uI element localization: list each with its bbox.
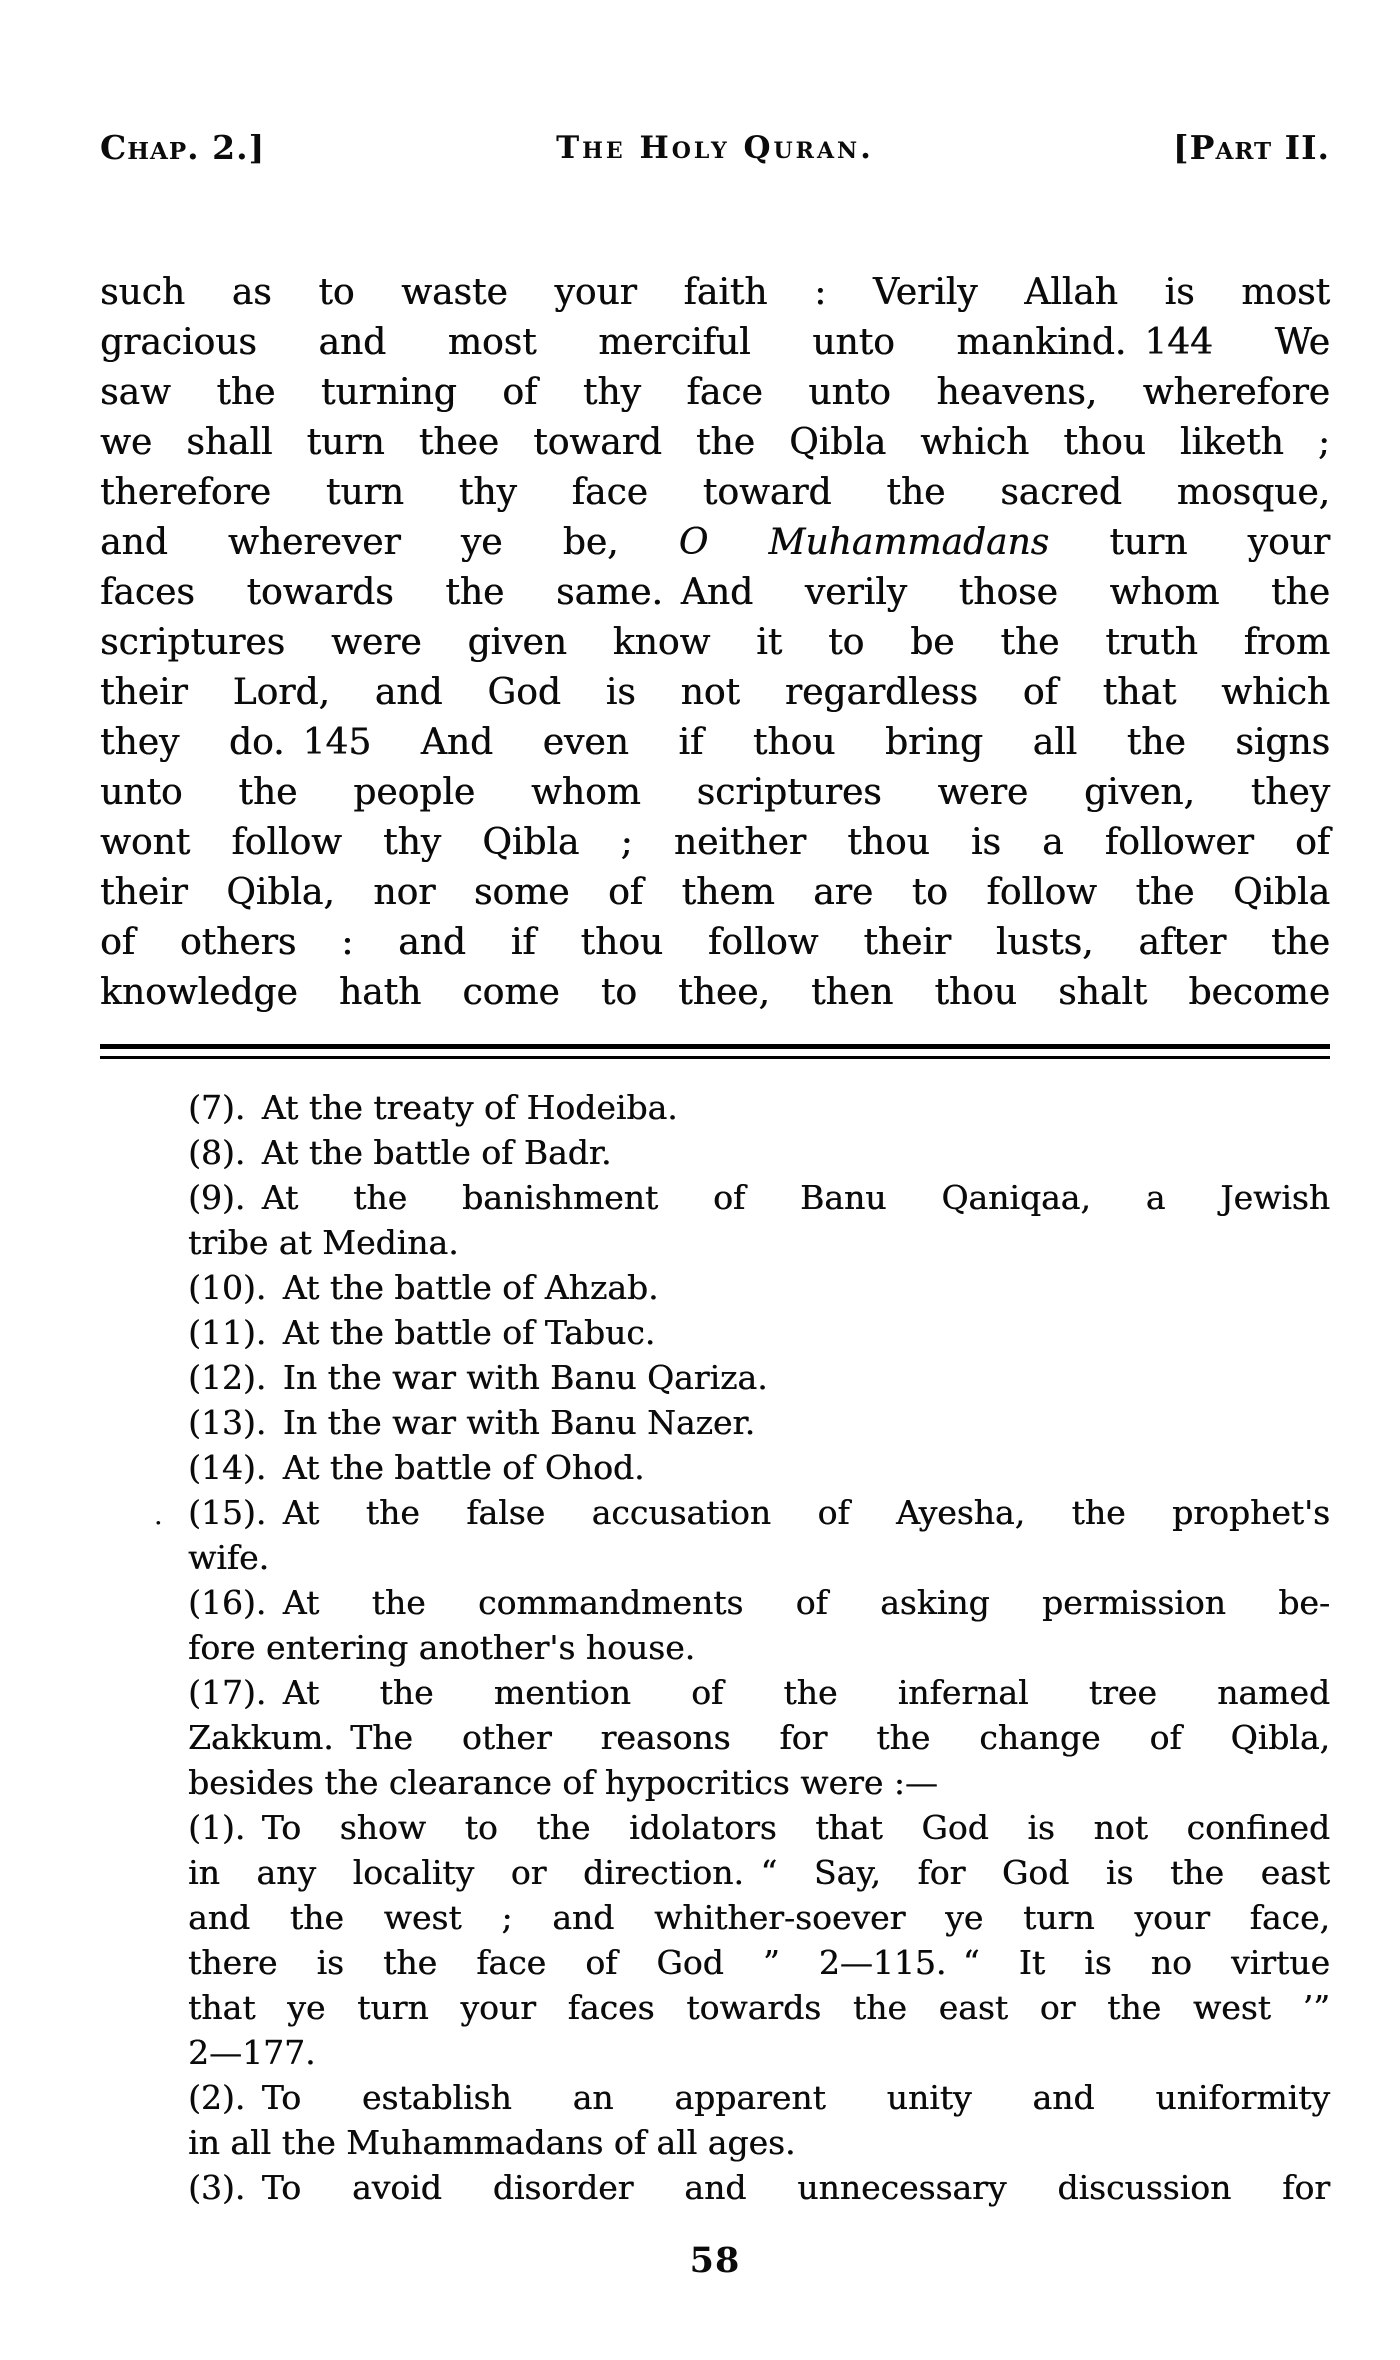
body-line: wont follow thy Qibla ; neither thou is a follower of: [100, 822, 1330, 863]
footnote-line: (13). In the war with Banu Nazer.: [188, 1403, 756, 1442]
footnote-line: (16). At the commandments of asking permission be-: [188, 1583, 1330, 1622]
scripture-paragraph: [100, 268, 1330, 1018]
footnote-line: fore entering another's house.: [188, 1628, 696, 1667]
body-line-italic: O Muhammadans: [678, 522, 1050, 563]
header-chapter: Chap. 2.]: [100, 128, 266, 167]
footnote-line: (17). At the mention of the infernal tree named: [188, 1673, 1330, 1712]
body-line: [100, 518, 1330, 568]
body-line: unto the people whom scriptures were given, they: [100, 772, 1330, 813]
double-rule-divider: [100, 1044, 1330, 1059]
running-header: [100, 128, 1330, 172]
body-line: saw the turning of thy face unto heavens, wherefore: [100, 372, 1330, 413]
footnote-line: (10). At the battle of Ahzab.: [188, 1268, 659, 1307]
footnote-line: wife.: [188, 1538, 270, 1577]
footnote-line: tribe at Medina.: [188, 1223, 459, 1262]
footnote-line: (8). At the battle of Badr.: [188, 1133, 612, 1172]
footnote-line: Zakkum. The other reasons for the change of Qibla,: [188, 1718, 1330, 1757]
footnote-line-text: (15). At the false accusation of Ayesha, the prophet's: [188, 1493, 1330, 1532]
body-line: such as to waste your faith : Verily Allah is most: [100, 272, 1330, 313]
body-line: of others : and if thou follow their lusts, after the: [100, 922, 1330, 963]
body-line: knowledge hath come to thee, then thou shalt become: [100, 972, 1330, 1013]
footnote-line: (7). At the treaty of Hodeiba.: [188, 1088, 678, 1127]
footnote-line: in any locality or direction. “ Say, for God is the east: [188, 1853, 1330, 1892]
footnote-line: that ye turn your faces towards the east or the west ’”: [188, 1988, 1330, 2027]
footnote-line: (12). In the war with Banu Qariza.: [188, 1358, 768, 1397]
page-number: 58: [689, 2240, 741, 2281]
footnote-line: there is the face of God ” 2—115. “ It is no virtue: [188, 1943, 1330, 1982]
body-line-segment: and wherever ye be,: [100, 522, 679, 563]
header-part: [Part II.: [1173, 128, 1330, 167]
footnote-line: (1). To show to the idolators that God is not confined: [188, 1808, 1330, 1847]
footnote-line: besides the clearance of hypocritics were :—: [188, 1763, 938, 1802]
body-line: they do. 145 And even if thou bring all the signs: [100, 722, 1330, 763]
footnote-line: (3). To avoid disorder and unnecessary discussion for: [188, 2168, 1330, 2207]
body-line: therefore turn thy face toward the sacred mosque,: [100, 472, 1330, 513]
body-line: their Qibla, nor some of them are to follow the Qibla: [100, 872, 1330, 913]
body-line: gracious and most merciful unto mankind. 144 We: [100, 322, 1330, 363]
footnote-line: (9). At the banishment of Banu Qaniqaa, a Jewish: [188, 1178, 1330, 1217]
footnote-line: (14). At the battle of Ohod.: [188, 1448, 645, 1487]
header-title: The Holy Quran.: [556, 130, 874, 166]
body-line: faces towards the same. And verily those whom the: [100, 572, 1330, 613]
stray-ink-mark: .: [154, 1501, 163, 1531]
footnote-line: in all the Muhammadans of all ages.: [188, 2123, 796, 2162]
footnote-line: [154, 1490, 1330, 1535]
footnote-line: and the west ; and whither-soever ye turn your face,: [188, 1898, 1330, 1937]
footnote-line: (11). At the battle of Tabuc.: [188, 1313, 656, 1352]
footnotes-block: [154, 1085, 1330, 2210]
body-line: their Lord, and God is not regardless of that which: [100, 672, 1330, 713]
body-line-segment: turn your: [1049, 522, 1331, 563]
footnote-line: (2). To establish an apparent unity and uniformity: [188, 2078, 1330, 2117]
footnote-line: 2—177.: [188, 2033, 316, 2072]
body-line: we shall turn thee toward the Qibla which thou liketh ;: [100, 422, 1330, 463]
body-line: scriptures were given know it to be the truth from: [100, 622, 1330, 663]
